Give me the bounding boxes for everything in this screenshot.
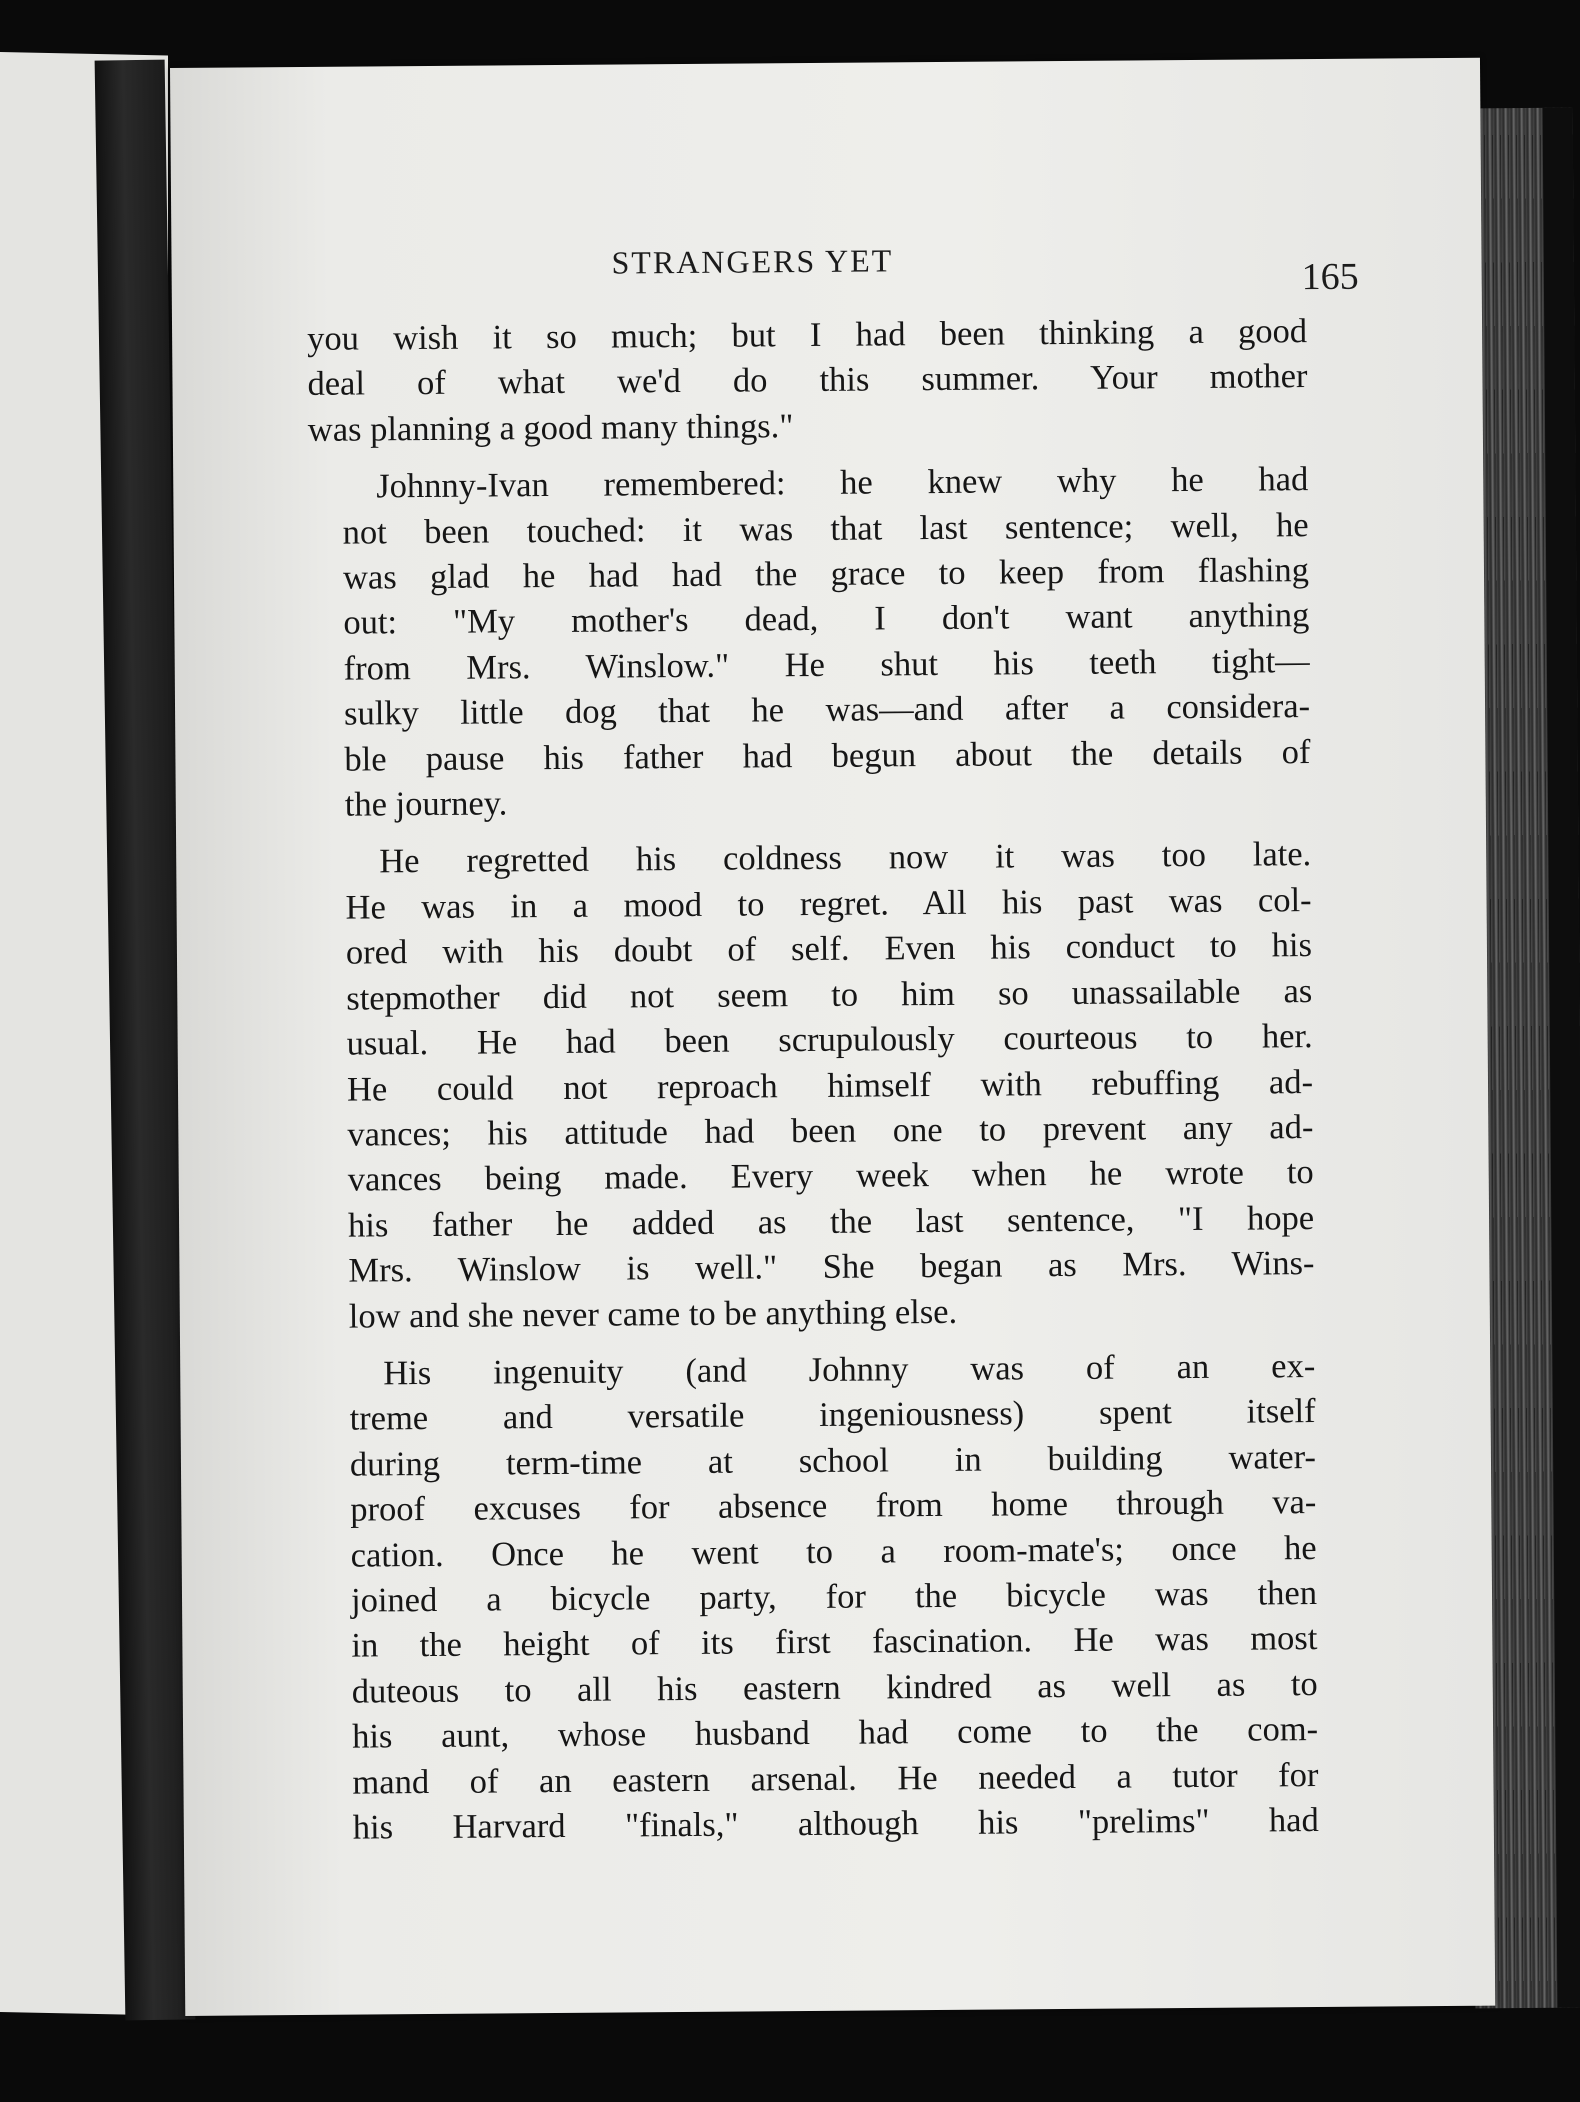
text-line: treme and versatile ingeniousness) spent itself xyxy=(349,1392,1316,1438)
paragraph xyxy=(315,1344,1319,1851)
text-line: you wish it so much; but I had been thinking a good xyxy=(306,312,1308,358)
text-line: ored with his doubt of self. Even his conduct to his xyxy=(345,926,1313,972)
paragraph xyxy=(307,309,1308,453)
text-line: cation. Once he went to a room-mate's; once he xyxy=(350,1528,1317,1575)
text-line: Johnny-Ivan remembered: he knew why he had xyxy=(376,460,1309,506)
text-line: usual. He had been scrupulously courteous to her. xyxy=(346,1017,1313,1063)
text-line: was glad he had had the grace to keep from flashing xyxy=(342,551,1310,597)
running-head: STRANGERS YET xyxy=(611,242,894,281)
text-line: stepmother did not seem to him so unassailable as xyxy=(346,971,1313,1018)
paragraph xyxy=(308,457,1311,828)
text-line: sulky little dog that he was—and after a considera- xyxy=(343,687,1311,733)
text-line: was planning a good many things." xyxy=(307,406,794,449)
body-text xyxy=(307,309,1319,1863)
page-number: 165 xyxy=(1301,255,1359,299)
text-line: low and she never came to be anything else. xyxy=(348,1292,958,1336)
text-line: His ingenuity (and Johnny was of an ex- xyxy=(383,1346,1316,1393)
text-line: vances; his attitude had been one to prevent any ad- xyxy=(347,1107,1314,1154)
text-line: vances being made. Every week when he wrote to xyxy=(347,1153,1314,1199)
text-line: He regretted his coldness now it was too late. xyxy=(379,835,1312,881)
text-line: proof excuses for absence from home through va- xyxy=(350,1483,1317,1529)
text-line: from Mrs. Winslow." He shut his teeth tight— xyxy=(343,641,1310,688)
text-line: the journey. xyxy=(344,784,508,824)
text-line: Mrs. Winslow is well." She began as Mrs. Wins- xyxy=(348,1244,1315,1290)
text-line: deal of what we'd do this summer. Your mother xyxy=(307,357,1308,404)
text-line: his father he added as the last sentence, "I hope xyxy=(347,1198,1315,1245)
text-line: during term-time at school in building water- xyxy=(349,1437,1317,1484)
text-line: duteous to all his eastern kindred as well as to xyxy=(351,1664,1318,1711)
text-line: ble pause his father had begun about the details of xyxy=(344,732,1311,779)
text-line: joined a bicycle party, for the bicycle was then xyxy=(350,1574,1318,1620)
text-line: his aunt, whose husband had come to the com- xyxy=(351,1710,1319,1756)
text-line: He was in a mood to regret. All his past was col- xyxy=(345,880,1312,927)
text-line: mand of an eastern arsenal. He needed a tutor for xyxy=(352,1755,1319,1802)
text-line: in the height of its first fascination. He was most xyxy=(351,1619,1318,1665)
book-page xyxy=(170,58,1495,2016)
text-line: out: "My mother's dead, I don't want anything xyxy=(343,596,1310,643)
text-line: his Harvard "finals," although his "prelims" had xyxy=(352,1801,1319,1847)
text-line: He could not reproach himself with rebuffing ad- xyxy=(346,1062,1314,1109)
paragraph xyxy=(311,833,1315,1340)
text-line: not been touched: it was that last sentence; well, he xyxy=(342,505,1309,552)
